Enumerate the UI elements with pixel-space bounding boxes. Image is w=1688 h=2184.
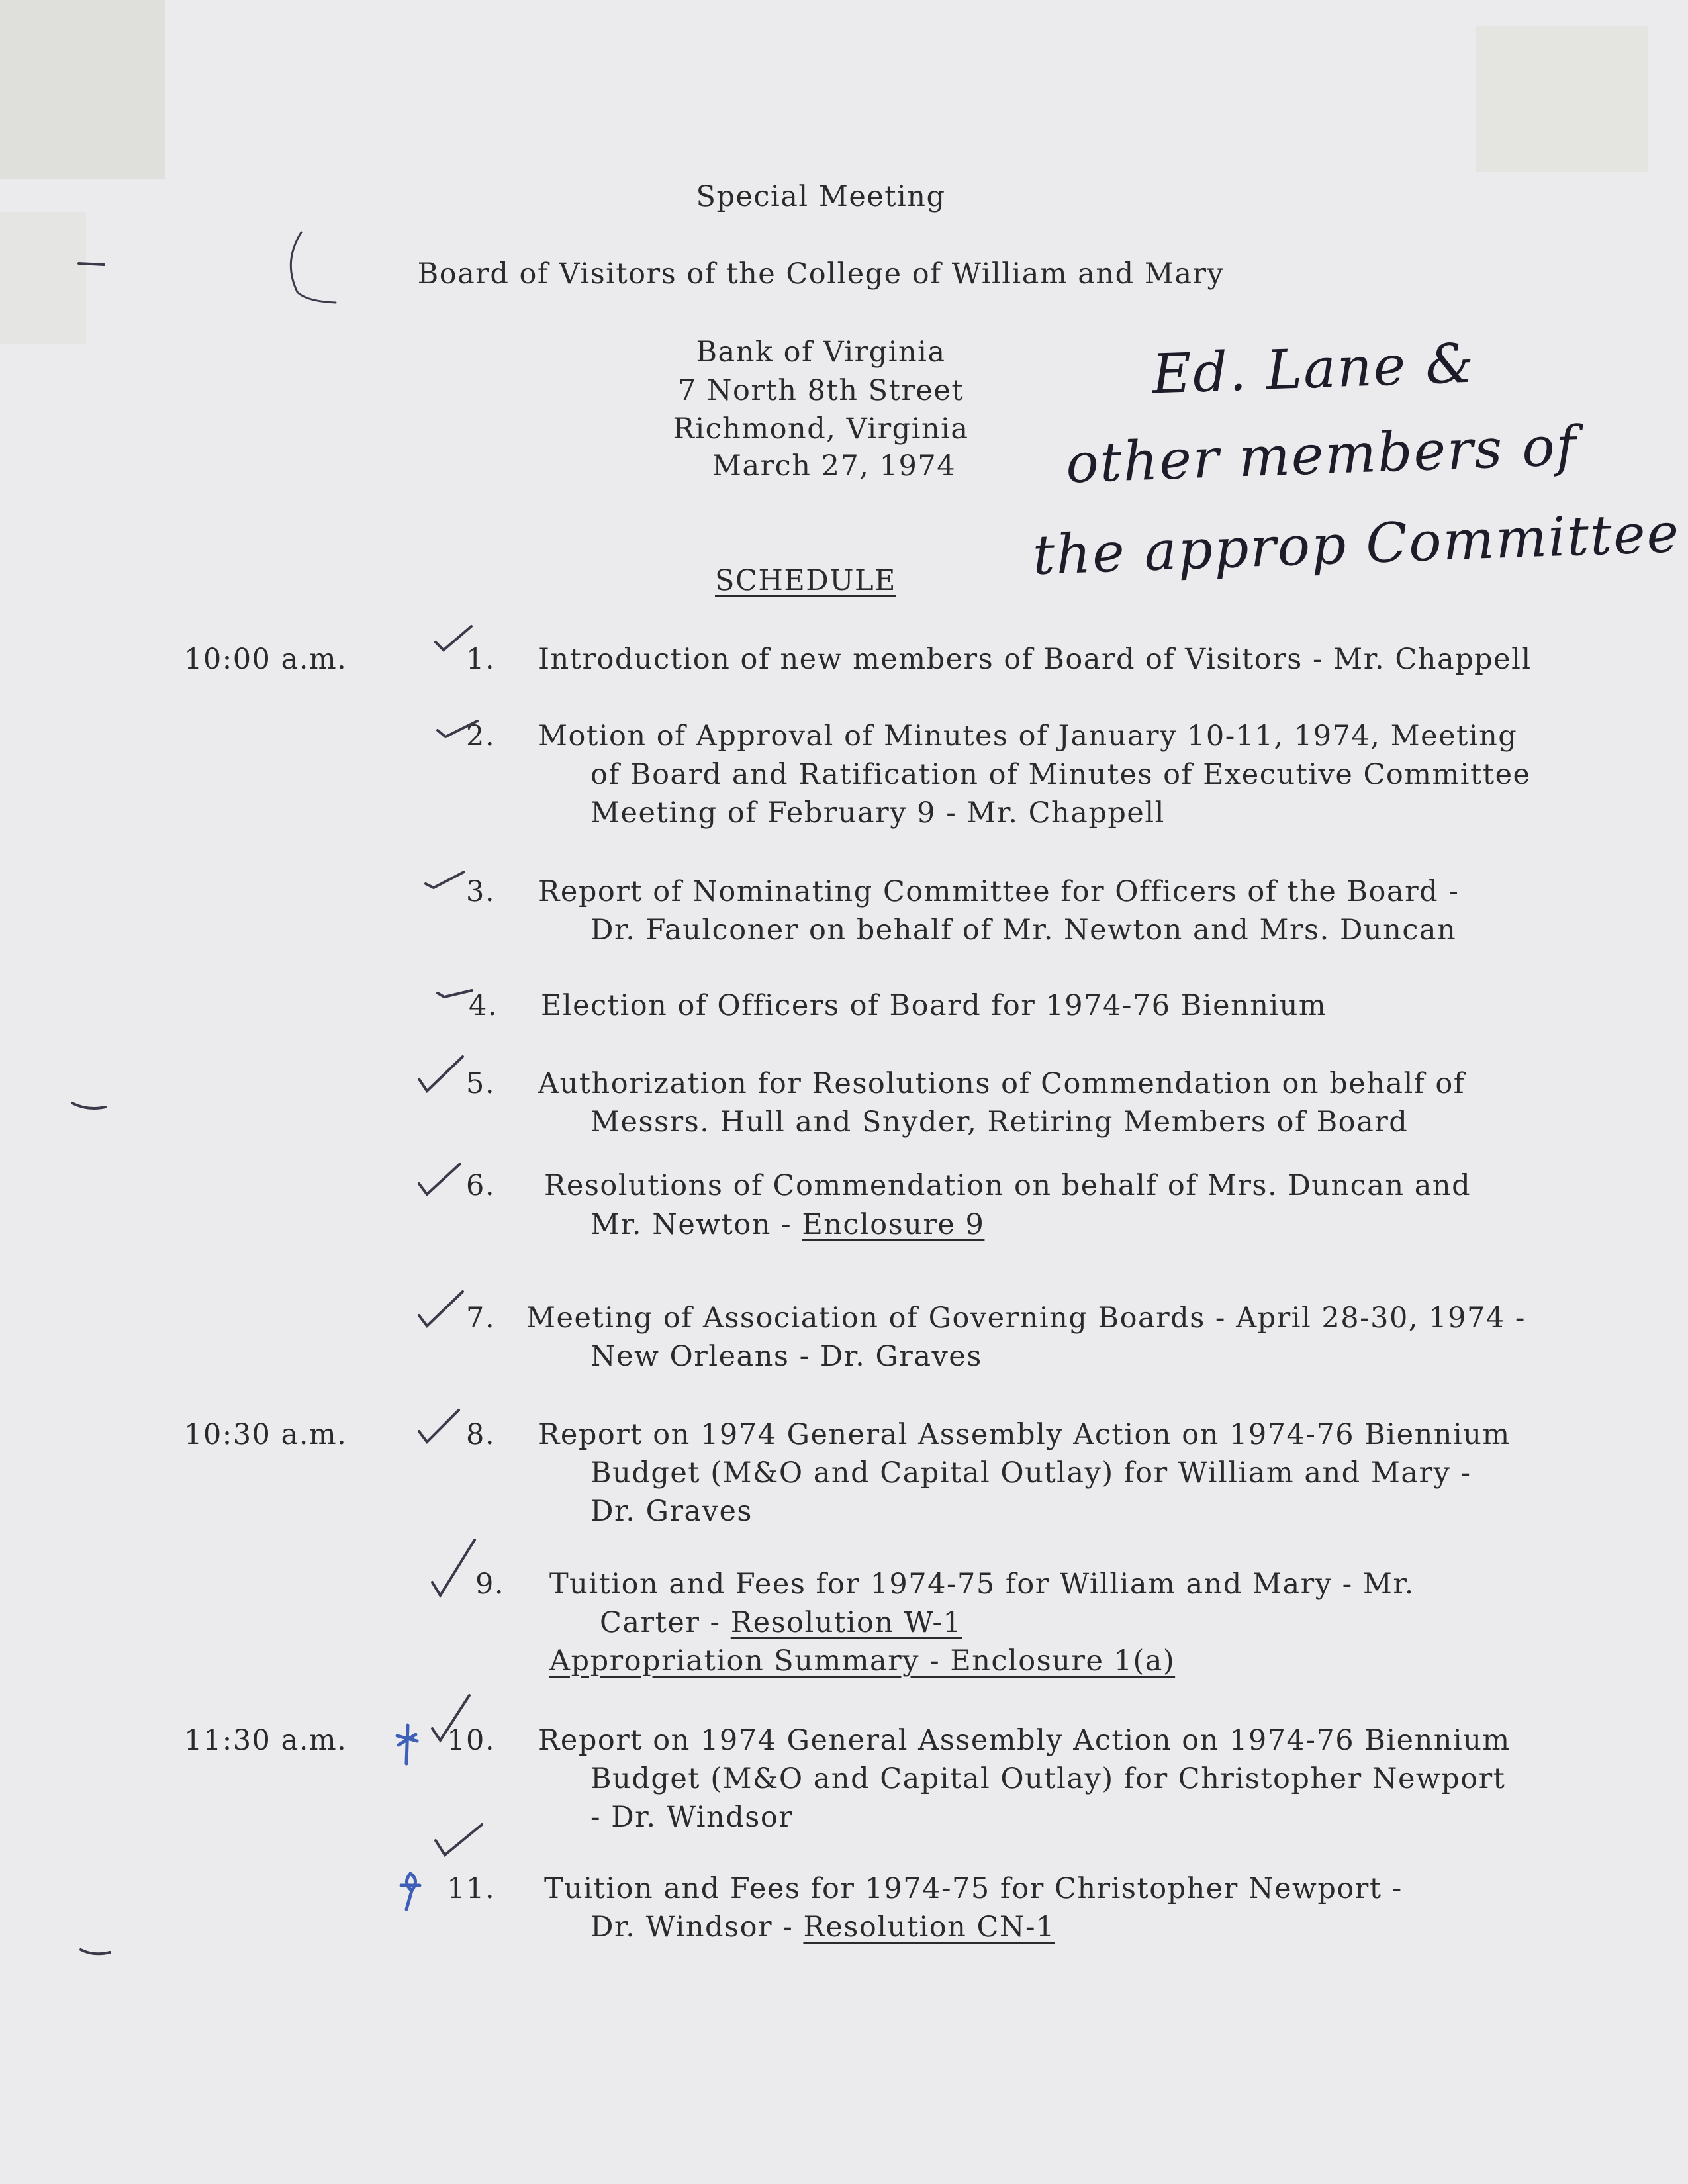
handwritten-note-line-3: the approp Committee [1031,501,1681,588]
item-7-line-2: New Orleans - Dr. Graves [590,1340,982,1373]
item-6-line-2 [590,1206,984,1244]
paper-stain-top-left [0,0,165,179]
address-bank: Bank of Virginia [696,336,946,369]
item-11-resolution-ref: Resolution CN-1 [803,1911,1055,1944]
item-3-line-2: Dr. Faulconer on behalf of Mr. Newton and Mrs. Duncan [590,914,1457,947]
organization-name: Board of Visitors of the College of William and Mary [417,258,1225,291]
item-9-line-1: Tuition and Fees for 1974-75 for William and Mary - Mr. [549,1568,1415,1601]
item-number-3: 3. [465,875,495,908]
item-5-line-1: Authorization for Resolutions of Commendation on behalf of [538,1067,1466,1100]
item-9-resolution-ref: Resolution W-1 [730,1606,962,1639]
item-number-4: 4. [468,989,498,1022]
item-11-line-2 [590,1908,1055,1946]
checkmark-icon-4 [434,978,487,1012]
margin-dash-icon-2 [70,1098,109,1115]
checkmark-icon-7 [414,1288,473,1334]
item-2-line-3: Meeting of February 9 - Mr. Chappell [590,796,1165,830]
item-11-line-2-text: Dr. Windsor - [590,1911,804,1944]
item-10-line-2: Budget (M&O and Capital Outlay) for Christopher Newport [590,1762,1506,1795]
address-city: Richmond, Virginia [673,412,969,446]
item-9-line-2 [600,1603,962,1642]
item-6-line-1: Resolutions of Commendation on behalf of Mrs. Duncan and [544,1169,1472,1202]
checkmark-icon-2 [434,712,487,745]
item-8-line-2: Budget (M&O and Capital Outlay) for William and Mary - [590,1456,1472,1490]
item-number-1: 1. [465,643,495,676]
item-number-10: 10. [447,1724,495,1757]
item-9-enclosure-ref: Appropriation Summary - Enclosure 1(a) [549,1644,1176,1678]
item-10-line-1: Report on 1974 General Assembly Action on 1974-76 Biennium [538,1724,1511,1757]
item-4-line-1: Election of Officers of Board for 1974-76 Biennium [541,989,1327,1022]
item-number-8: 8. [465,1418,495,1451]
checkmark-icon-11 [430,1821,490,1867]
item-3-line-1: Report of Nominating Committee for Officers of the Board - [538,875,1460,908]
checkmark-icon-6 [414,1157,473,1204]
margin-dash-icon-1 [76,257,109,270]
item-10-line-3: - Dr. Windsor [590,1801,794,1834]
time-1030: 10:30 a.m. [184,1418,348,1451]
checkmark-icon-3 [420,864,473,897]
schedule-heading: SCHEDULE [715,564,896,597]
item-6-line-2-text: Mr. Newton - [590,1208,802,1241]
bracket-mark-icon [275,228,341,308]
item-number-6: 6. [465,1169,495,1202]
item-number-11: 11. [447,1872,495,1905]
checkmark-icon-10 [427,1691,480,1751]
checkmark-icon-8 [414,1403,473,1450]
asterisk-icon-item-10 [391,1721,424,1768]
item-number-9: 9. [475,1568,504,1601]
address-street: 7 North 8th Street [677,374,964,407]
checkmark-icon-9 [427,1536,487,1602]
item-number-7: 7. [465,1302,495,1335]
meeting-title: Special Meeting [696,180,946,213]
checkmark-icon-5 [414,1053,473,1099]
item-5-line-2: Messrs. Hull and Snyder, Retiring Members of Board [590,1106,1409,1139]
item-7-line-1: Meeting of Association of Governing Boards - April 28-30, 1974 - [526,1302,1526,1335]
meeting-date: March 27, 1974 [712,450,957,483]
checkmark-icon-1 [430,622,483,662]
item-6-enclosure-ref: Enclosure 9 [802,1208,985,1241]
item-8-line-3: Dr. Graves [590,1495,753,1528]
paper-stain-top-right [1476,26,1648,172]
asterisk-icon-item-11 [395,1868,428,1915]
item-number-2: 2. [465,720,495,753]
margin-dash-icon-3 [78,1943,115,1960]
handwritten-note-line-1: Ed. Lane & [1150,332,1476,406]
handwritten-note-line-2: other members of [1064,414,1579,496]
item-11-line-1: Tuition and Fees for 1974-75 for Christopher Newport - [544,1872,1403,1905]
item-9-line-2-text: Carter - [600,1606,731,1639]
item-2-line-2: of Board and Ratification of Minutes of Executive Committee [590,758,1531,791]
item-number-5: 5. [465,1067,495,1100]
item-1-line-1: Introduction of new members of Board of Visitors - Mr. Chappell [538,643,1532,676]
time-1130: 11:30 a.m. [184,1724,348,1757]
time-1000: 10:00 a.m. [184,643,348,676]
item-2-line-1: Motion of Approval of Minutes of January 10-11, 1974, Meeting [538,720,1518,753]
item-8-line-1: Report on 1974 General Assembly Action on 1974-76 Biennium [538,1418,1511,1451]
